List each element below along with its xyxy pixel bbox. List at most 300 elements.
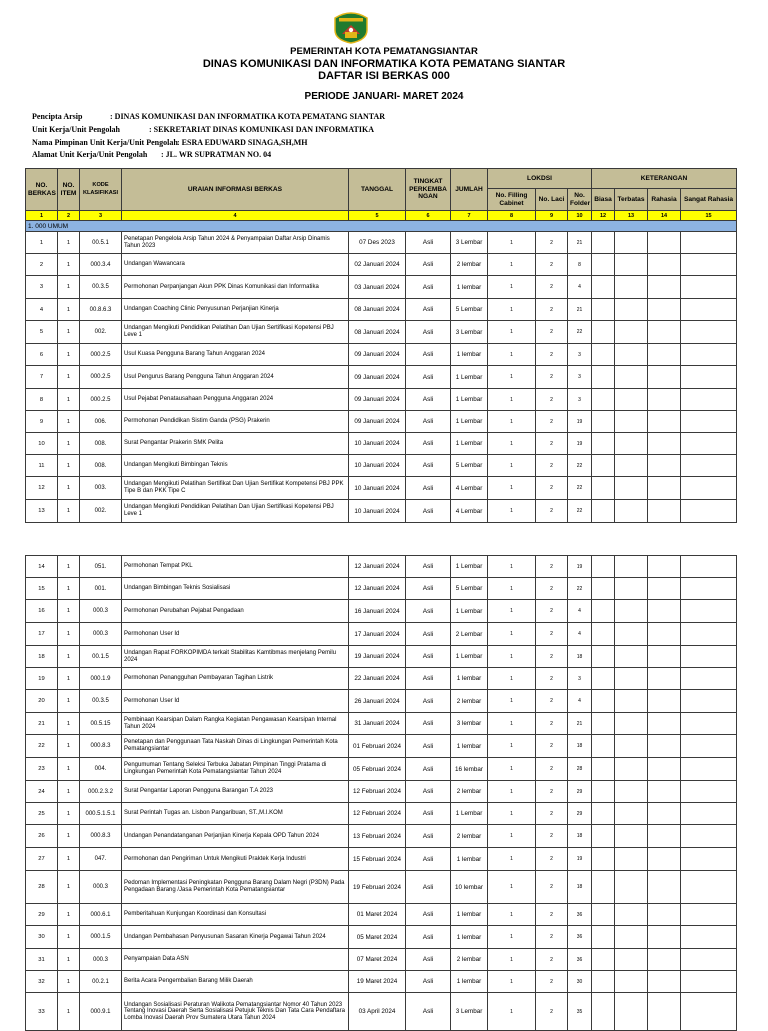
cell-rahasia	[648, 500, 681, 523]
cell-no-folder: 19	[568, 556, 592, 578]
table-row	[26, 366, 737, 389]
column-number: 7	[451, 211, 488, 221]
table-row	[26, 600, 737, 623]
cell-biasa	[592, 904, 615, 926]
cell-no-berkas: 28	[26, 871, 58, 904]
cell-biasa	[592, 366, 615, 389]
cell-tanggal: 19 Januari 2024	[349, 646, 406, 668]
cell-tingkat-perkembangan: Asli	[406, 477, 451, 500]
cell-tingkat-perkembangan: Asli	[406, 232, 451, 254]
cell-no-laci: 2	[536, 455, 568, 477]
cell-kode-klasifikasi: 000.6.1	[80, 904, 122, 926]
cell-no-berkas: 19	[26, 668, 58, 690]
cell-no-item: 1	[58, 993, 80, 1031]
cell-biasa	[592, 971, 615, 993]
column-number: 5	[349, 211, 406, 221]
cell-tanggal: 03 April 2024	[349, 993, 406, 1031]
cell-no-filling-cabinet: 1	[488, 455, 536, 477]
cell-no-filling-cabinet: 1	[488, 871, 536, 904]
cell-biasa	[592, 735, 615, 758]
cell-no-folder: 18	[568, 646, 592, 668]
cell-terbatas	[615, 993, 648, 1031]
cell-kode-klasifikasi: 00.5.1	[80, 232, 122, 254]
cell-terbatas	[615, 949, 648, 971]
cell-tingkat-perkembangan: Asli	[406, 455, 451, 477]
col-header-jumlah: JUMLAH	[451, 169, 488, 211]
cell-tingkat-perkembangan: Asli	[406, 321, 451, 344]
cell-tanggal: 16 Januari 2024	[349, 600, 406, 623]
cell-no-folder: 4	[568, 600, 592, 623]
header-period: PERIODE JANUARI- MARET 2024	[304, 91, 464, 102]
cell-terbatas	[615, 904, 648, 926]
cell-tingkat-perkembangan: Asli	[406, 971, 451, 993]
cell-uraian: Surat Perintah Tugas an. Lisbon Pangaribuan, ST.,M.I.KOM	[122, 803, 349, 825]
cell-uraian: Undangan Wawancara	[122, 254, 349, 276]
cell-sangat-rahasia	[681, 803, 737, 825]
cell-rahasia	[648, 366, 681, 389]
meta-alamat	[32, 150, 272, 159]
cell-no-berkas: 25	[26, 803, 58, 825]
cell-sangat-rahasia	[681, 500, 737, 523]
cell-tanggal: 08 Januari 2024	[349, 321, 406, 344]
daftar-berkas-table	[25, 168, 737, 523]
table-row	[26, 556, 737, 578]
cell-jumlah: 1 Lembar	[451, 556, 488, 578]
cell-tingkat-perkembangan: Asli	[406, 781, 451, 803]
cell-biasa	[592, 993, 615, 1031]
cell-kode-klasifikasi: 001.	[80, 578, 122, 600]
cell-rahasia	[648, 299, 681, 321]
cell-no-filling-cabinet: 1	[488, 276, 536, 299]
cell-sangat-rahasia	[681, 276, 737, 299]
cell-uraian: Usul Kuasa Pengguna Barang Tahun Anggaran 2024	[122, 344, 349, 366]
cell-no-berkas: 2	[26, 254, 58, 276]
cell-tingkat-perkembangan: Asli	[406, 366, 451, 389]
column-number: 4	[122, 211, 349, 221]
cell-tanggal: 07 Des 2023	[349, 232, 406, 254]
cell-biasa	[592, 600, 615, 623]
cell-sangat-rahasia	[681, 578, 737, 600]
cell-uraian: Usul Pejabat Penatausahaan Pengguna Anggaran 2024	[122, 389, 349, 411]
cell-no-laci: 2	[536, 758, 568, 781]
cell-no-berkas: 21	[26, 713, 58, 735]
table-row	[26, 825, 737, 848]
cell-tingkat-perkembangan: Asli	[406, 600, 451, 623]
cell-no-filling-cabinet: 1	[488, 232, 536, 254]
cell-sangat-rahasia	[681, 904, 737, 926]
cell-terbatas	[615, 803, 648, 825]
cell-sangat-rahasia	[681, 758, 737, 781]
table-row	[26, 232, 737, 254]
table-row	[26, 389, 737, 411]
cell-uraian: Undangan Coaching Clinic Penyusunan Perjanjian Kinerja	[122, 299, 349, 321]
cell-kode-klasifikasi: 008.	[80, 455, 122, 477]
cell-tanggal: 12 Januari 2024	[349, 556, 406, 578]
cell-jumlah: 1 lembar	[451, 735, 488, 758]
cell-kode-klasifikasi: 00.1.5	[80, 646, 122, 668]
cell-rahasia	[648, 848, 681, 871]
column-number-row	[26, 211, 737, 221]
cell-kode-klasifikasi: 000.2.5	[80, 344, 122, 366]
cell-no-laci: 2	[536, 781, 568, 803]
col-header-uraian: URAIAN INFORMASI BERKAS	[122, 169, 349, 211]
cell-no-laci: 2	[536, 848, 568, 871]
cell-sangat-rahasia	[681, 389, 737, 411]
cell-rahasia	[648, 690, 681, 713]
cell-no-berkas: 18	[26, 646, 58, 668]
cell-sangat-rahasia	[681, 600, 737, 623]
cell-terbatas	[615, 455, 648, 477]
cell-terbatas	[615, 713, 648, 735]
cell-tanggal: 09 Januari 2024	[349, 389, 406, 411]
cell-no-berkas: 24	[26, 781, 58, 803]
table-row	[26, 971, 737, 993]
cell-jumlah: 2 lembar	[451, 949, 488, 971]
cell-biasa	[592, 344, 615, 366]
cell-no-item: 1	[58, 344, 80, 366]
cell-tanggal: 15 Februari 2024	[349, 848, 406, 871]
cell-tingkat-perkembangan: Asli	[406, 433, 451, 455]
cell-rahasia	[648, 232, 681, 254]
col-header-lokasi: LOKDSI	[488, 169, 592, 189]
cell-uraian: Permohonan Perubahan Pejabat Pengadaan	[122, 600, 349, 623]
cell-kode-klasifikasi: 000.3	[80, 623, 122, 646]
cell-no-laci: 2	[536, 713, 568, 735]
table-row	[26, 904, 737, 926]
cell-tingkat-perkembangan: Asli	[406, 254, 451, 276]
cell-no-item: 1	[58, 949, 80, 971]
cell-no-laci: 2	[536, 411, 568, 433]
cell-jumlah: 2 lembar	[451, 690, 488, 713]
cell-sangat-rahasia	[681, 993, 737, 1031]
cell-tingkat-perkembangan: Asli	[406, 500, 451, 523]
cell-jumlah: 1 Lembar	[451, 389, 488, 411]
cell-no-filling-cabinet: 1	[488, 556, 536, 578]
cell-tanggal: 10 Januari 2024	[349, 500, 406, 523]
cell-terbatas	[615, 758, 648, 781]
cell-kode-klasifikasi: 000.3	[80, 871, 122, 904]
cell-kode-klasifikasi: 00.3.5	[80, 276, 122, 299]
cell-no-berkas: 20	[26, 690, 58, 713]
cell-no-filling-cabinet: 1	[488, 578, 536, 600]
cell-biasa	[592, 690, 615, 713]
cell-kode-klasifikasi: 000.8.3	[80, 825, 122, 848]
cell-biasa	[592, 825, 615, 848]
cell-no-filling-cabinet: 1	[488, 758, 536, 781]
table-row	[26, 848, 737, 871]
cell-rahasia	[648, 321, 681, 344]
cell-no-laci: 2	[536, 949, 568, 971]
cell-jumlah: 1 lembar	[451, 904, 488, 926]
cell-biasa	[592, 477, 615, 500]
table-row	[26, 477, 737, 500]
cell-no-laci: 2	[536, 232, 568, 254]
cell-tingkat-perkembangan: Asli	[406, 949, 451, 971]
cell-no-filling-cabinet: 1	[488, 477, 536, 500]
cell-no-laci: 2	[536, 299, 568, 321]
cell-rahasia	[648, 926, 681, 949]
cell-kode-klasifikasi: 051.	[80, 556, 122, 578]
cell-no-filling-cabinet: 1	[488, 735, 536, 758]
cell-no-laci: 2	[536, 477, 568, 500]
cell-no-laci: 2	[536, 500, 568, 523]
cell-no-folder: 35	[568, 993, 592, 1031]
cell-biasa	[592, 455, 615, 477]
cell-sangat-rahasia	[681, 254, 737, 276]
cell-kode-klasifikasi: 047.	[80, 848, 122, 871]
cell-terbatas	[615, 926, 648, 949]
col-header-biasa: Biasa	[592, 189, 615, 211]
cell-rahasia	[648, 276, 681, 299]
column-number: 8	[488, 211, 536, 221]
cell-no-laci: 2	[536, 735, 568, 758]
cell-biasa	[592, 389, 615, 411]
meta-label: Nama Pimpinan Unit Kerja/Unit Pengolah	[32, 138, 178, 147]
cell-uraian: Permohonan Pendidikan Sistim Ganda (PSG) Prakerin	[122, 411, 349, 433]
cell-uraian: Surat Pengantar Prakerin SMK Pelita	[122, 433, 349, 455]
cell-jumlah: 3 lembar	[451, 713, 488, 735]
cell-no-item: 1	[58, 477, 80, 500]
col-header-no-laci: No. Laci	[536, 189, 568, 211]
cell-no-laci: 2	[536, 556, 568, 578]
cell-biasa	[592, 926, 615, 949]
cell-sangat-rahasia	[681, 690, 737, 713]
cell-uraian: Permohonan Perpanjangan Akun PPK Dinas Komunikasi dan Informatika	[122, 276, 349, 299]
cell-tanggal: 09 Januari 2024	[349, 366, 406, 389]
cell-rahasia	[648, 713, 681, 735]
cell-no-laci: 2	[536, 578, 568, 600]
cell-no-laci: 2	[536, 389, 568, 411]
cell-tingkat-perkembangan: Asli	[406, 344, 451, 366]
table-row	[26, 344, 737, 366]
cell-rahasia	[648, 735, 681, 758]
column-number: 9	[536, 211, 568, 221]
cell-rahasia	[648, 411, 681, 433]
cell-rahasia	[648, 578, 681, 600]
cell-no-berkas: 31	[26, 949, 58, 971]
cell-no-filling-cabinet: 1	[488, 904, 536, 926]
cell-no-item: 1	[58, 668, 80, 690]
cell-jumlah: 5 Lembar	[451, 455, 488, 477]
cell-jumlah: 1 lembar	[451, 971, 488, 993]
cell-no-item: 1	[58, 321, 80, 344]
cell-sangat-rahasia	[681, 646, 737, 668]
table-row	[26, 500, 737, 523]
cell-jumlah: 2 lembar	[451, 254, 488, 276]
cell-kode-klasifikasi: 006.	[80, 411, 122, 433]
cell-no-item: 1	[58, 389, 80, 411]
cell-terbatas	[615, 690, 648, 713]
cell-terbatas	[615, 578, 648, 600]
table-row	[26, 803, 737, 825]
cell-terbatas	[615, 781, 648, 803]
cell-uraian: Pengumuman Tentang Seleksi Terbuka Jabatan Pimpinan Tinggi Pratama di Lingkungan Pemerintah Kota Pematangsiantar Tahun 2024	[122, 758, 349, 781]
cell-tingkat-perkembangan: Asli	[406, 735, 451, 758]
cell-uraian: Undangan Bimbingan Teknis Sosialisasi	[122, 578, 349, 600]
cell-no-berkas: 6	[26, 344, 58, 366]
cell-no-item: 1	[58, 646, 80, 668]
cell-jumlah: 5 Lembar	[451, 578, 488, 600]
cell-rahasia	[648, 455, 681, 477]
cell-no-laci: 2	[536, 993, 568, 1031]
cell-no-filling-cabinet: 1	[488, 389, 536, 411]
cell-no-laci: 2	[536, 803, 568, 825]
cell-no-berkas: 1	[26, 232, 58, 254]
cell-terbatas	[615, 254, 648, 276]
cell-terbatas	[615, 971, 648, 993]
cell-rahasia	[648, 344, 681, 366]
col-header-tingkat-perkembangan: TINGKAT PERKEMBA NGAN	[406, 169, 451, 211]
column-number: 14	[648, 211, 681, 221]
cell-no-folder: 19	[568, 411, 592, 433]
cell-no-filling-cabinet: 1	[488, 926, 536, 949]
col-header-no-folder: No. Folder	[568, 189, 592, 211]
table-row	[26, 758, 737, 781]
cell-terbatas	[615, 366, 648, 389]
cell-tingkat-perkembangan: Asli	[406, 668, 451, 690]
cell-biasa	[592, 803, 615, 825]
cell-no-filling-cabinet: 1	[488, 781, 536, 803]
cell-no-filling-cabinet: 1	[488, 993, 536, 1031]
column-number: 3	[80, 211, 122, 221]
meta-pencipta-arsip	[32, 112, 386, 121]
cell-no-berkas: 16	[26, 600, 58, 623]
cell-no-item: 1	[58, 871, 80, 904]
cell-no-berkas: 32	[26, 971, 58, 993]
cell-biasa	[592, 848, 615, 871]
cell-no-folder: 4	[568, 690, 592, 713]
cell-jumlah: 4 Lembar	[451, 477, 488, 500]
col-header-no-item: NO. ITEM	[58, 169, 80, 211]
cell-tanggal: 09 Januari 2024	[349, 344, 406, 366]
col-header-no-filling-cabinet: No. Filling Cabinet	[488, 189, 536, 211]
header-agency: DINAS KOMUNIKASI DAN INFORMATIKA KOTA PEMATANG SIANTAR	[202, 58, 566, 70]
header-document-title: DAFTAR ISI BERKAS 000	[318, 70, 450, 82]
cell-no-filling-cabinet: 1	[488, 668, 536, 690]
cell-no-filling-cabinet: 1	[488, 949, 536, 971]
cell-no-folder: 30	[568, 971, 592, 993]
pematangsiantar-emblem-logo	[333, 10, 369, 44]
cell-no-berkas: 17	[26, 623, 58, 646]
cell-tingkat-perkembangan: Asli	[406, 623, 451, 646]
cell-no-item: 1	[58, 713, 80, 735]
cell-tingkat-perkembangan: Asli	[406, 276, 451, 299]
cell-no-item: 1	[58, 556, 80, 578]
section-row	[26, 221, 737, 232]
cell-no-laci: 2	[536, 433, 568, 455]
col-header-sangat-rahasia: Sangat Rahasia	[681, 189, 737, 211]
col-header-rahasia: Rahasia	[648, 189, 681, 211]
cell-rahasia	[648, 904, 681, 926]
cell-tanggal: 10 Januari 2024	[349, 477, 406, 500]
cell-no-item: 1	[58, 232, 80, 254]
cell-biasa	[592, 758, 615, 781]
cell-no-filling-cabinet: 1	[488, 848, 536, 871]
column-number: 2	[58, 211, 80, 221]
cell-jumlah: 1 lembar	[451, 276, 488, 299]
cell-no-folder: 21	[568, 299, 592, 321]
cell-no-item: 1	[58, 254, 80, 276]
meta-nama-pimpinan	[32, 138, 308, 147]
cell-no-item: 1	[58, 500, 80, 523]
cell-biasa	[592, 578, 615, 600]
cell-uraian: Penetapan dan Penggunaan Tata Naskah Dinas di Lingkungan Pemerintah Kota Pematangsiantar	[122, 735, 349, 758]
cell-tingkat-perkembangan: Asli	[406, 411, 451, 433]
cell-no-item: 1	[58, 971, 80, 993]
cell-uraian: Undangan Mengikuti Pendidikan Pelatihan Dan Ujian Sertifikasi Kopetensi PBJ Leve 1	[122, 500, 349, 523]
cell-uraian: Undangan Mengikuti Pelatihan Sertifikat Dan Ujian Sertifikat Kompetensi PBJ PPK Tipe B dan PKK Tipe C	[122, 477, 349, 500]
cell-no-laci: 2	[536, 344, 568, 366]
cell-no-laci: 2	[536, 646, 568, 668]
cell-no-item: 1	[58, 299, 80, 321]
cell-no-folder: 3	[568, 389, 592, 411]
cell-tingkat-perkembangan: Asli	[406, 690, 451, 713]
cell-no-item: 1	[58, 758, 80, 781]
cell-tanggal: 19 Maret 2024	[349, 971, 406, 993]
cell-no-item: 1	[58, 781, 80, 803]
cell-terbatas	[615, 871, 648, 904]
cell-no-berkas: 30	[26, 926, 58, 949]
cell-no-berkas: 10	[26, 433, 58, 455]
cell-no-folder: 36	[568, 949, 592, 971]
cell-uraian: Permohonan User Id	[122, 690, 349, 713]
cell-sangat-rahasia	[681, 825, 737, 848]
cell-sangat-rahasia	[681, 668, 737, 690]
cell-sangat-rahasia	[681, 971, 737, 993]
cell-biasa	[592, 668, 615, 690]
cell-no-filling-cabinet: 1	[488, 803, 536, 825]
cell-biasa	[592, 556, 615, 578]
table-row	[26, 646, 737, 668]
cell-no-filling-cabinet: 1	[488, 366, 536, 389]
cell-no-berkas: 8	[26, 389, 58, 411]
cell-rahasia	[648, 803, 681, 825]
cell-terbatas	[615, 500, 648, 523]
cell-jumlah: 2 lembar	[451, 781, 488, 803]
cell-no-item: 1	[58, 803, 80, 825]
cell-no-laci: 2	[536, 825, 568, 848]
cell-kode-klasifikasi: 000.2.5	[80, 389, 122, 411]
col-header-kode-klasifikasi: KODE KLASIFIKASI	[80, 169, 122, 211]
cell-rahasia	[648, 389, 681, 411]
cell-terbatas	[615, 433, 648, 455]
cell-no-laci: 2	[536, 623, 568, 646]
meta-value: : ESRA EDUWARD SINAGA,SH,MH	[177, 138, 308, 147]
cell-tingkat-perkembangan: Asli	[406, 389, 451, 411]
section-label: 1. 000 UMUM	[26, 221, 737, 232]
cell-no-folder: 18	[568, 825, 592, 848]
cell-jumlah: 3 Lembar	[451, 232, 488, 254]
cell-terbatas	[615, 600, 648, 623]
cell-tanggal: 08 Januari 2024	[349, 299, 406, 321]
cell-no-laci: 2	[536, 904, 568, 926]
cell-no-folder: 18	[568, 871, 592, 904]
cell-terbatas	[615, 389, 648, 411]
table-row	[26, 455, 737, 477]
cell-no-laci: 2	[536, 366, 568, 389]
cell-no-folder: 21	[568, 713, 592, 735]
cell-uraian: Undangan Pembahasan Penyusunan Sasaran Kinerja Pegawai Tahun 2024	[122, 926, 349, 949]
cell-terbatas	[615, 556, 648, 578]
cell-jumlah: 1 lembar	[451, 848, 488, 871]
cell-biasa	[592, 781, 615, 803]
cell-no-item: 1	[58, 904, 80, 926]
cell-no-folder: 22	[568, 500, 592, 523]
cell-no-item: 1	[58, 455, 80, 477]
column-number: 15	[681, 211, 737, 221]
cell-no-berkas: 26	[26, 825, 58, 848]
cell-tanggal: 05 Februari 2024	[349, 758, 406, 781]
